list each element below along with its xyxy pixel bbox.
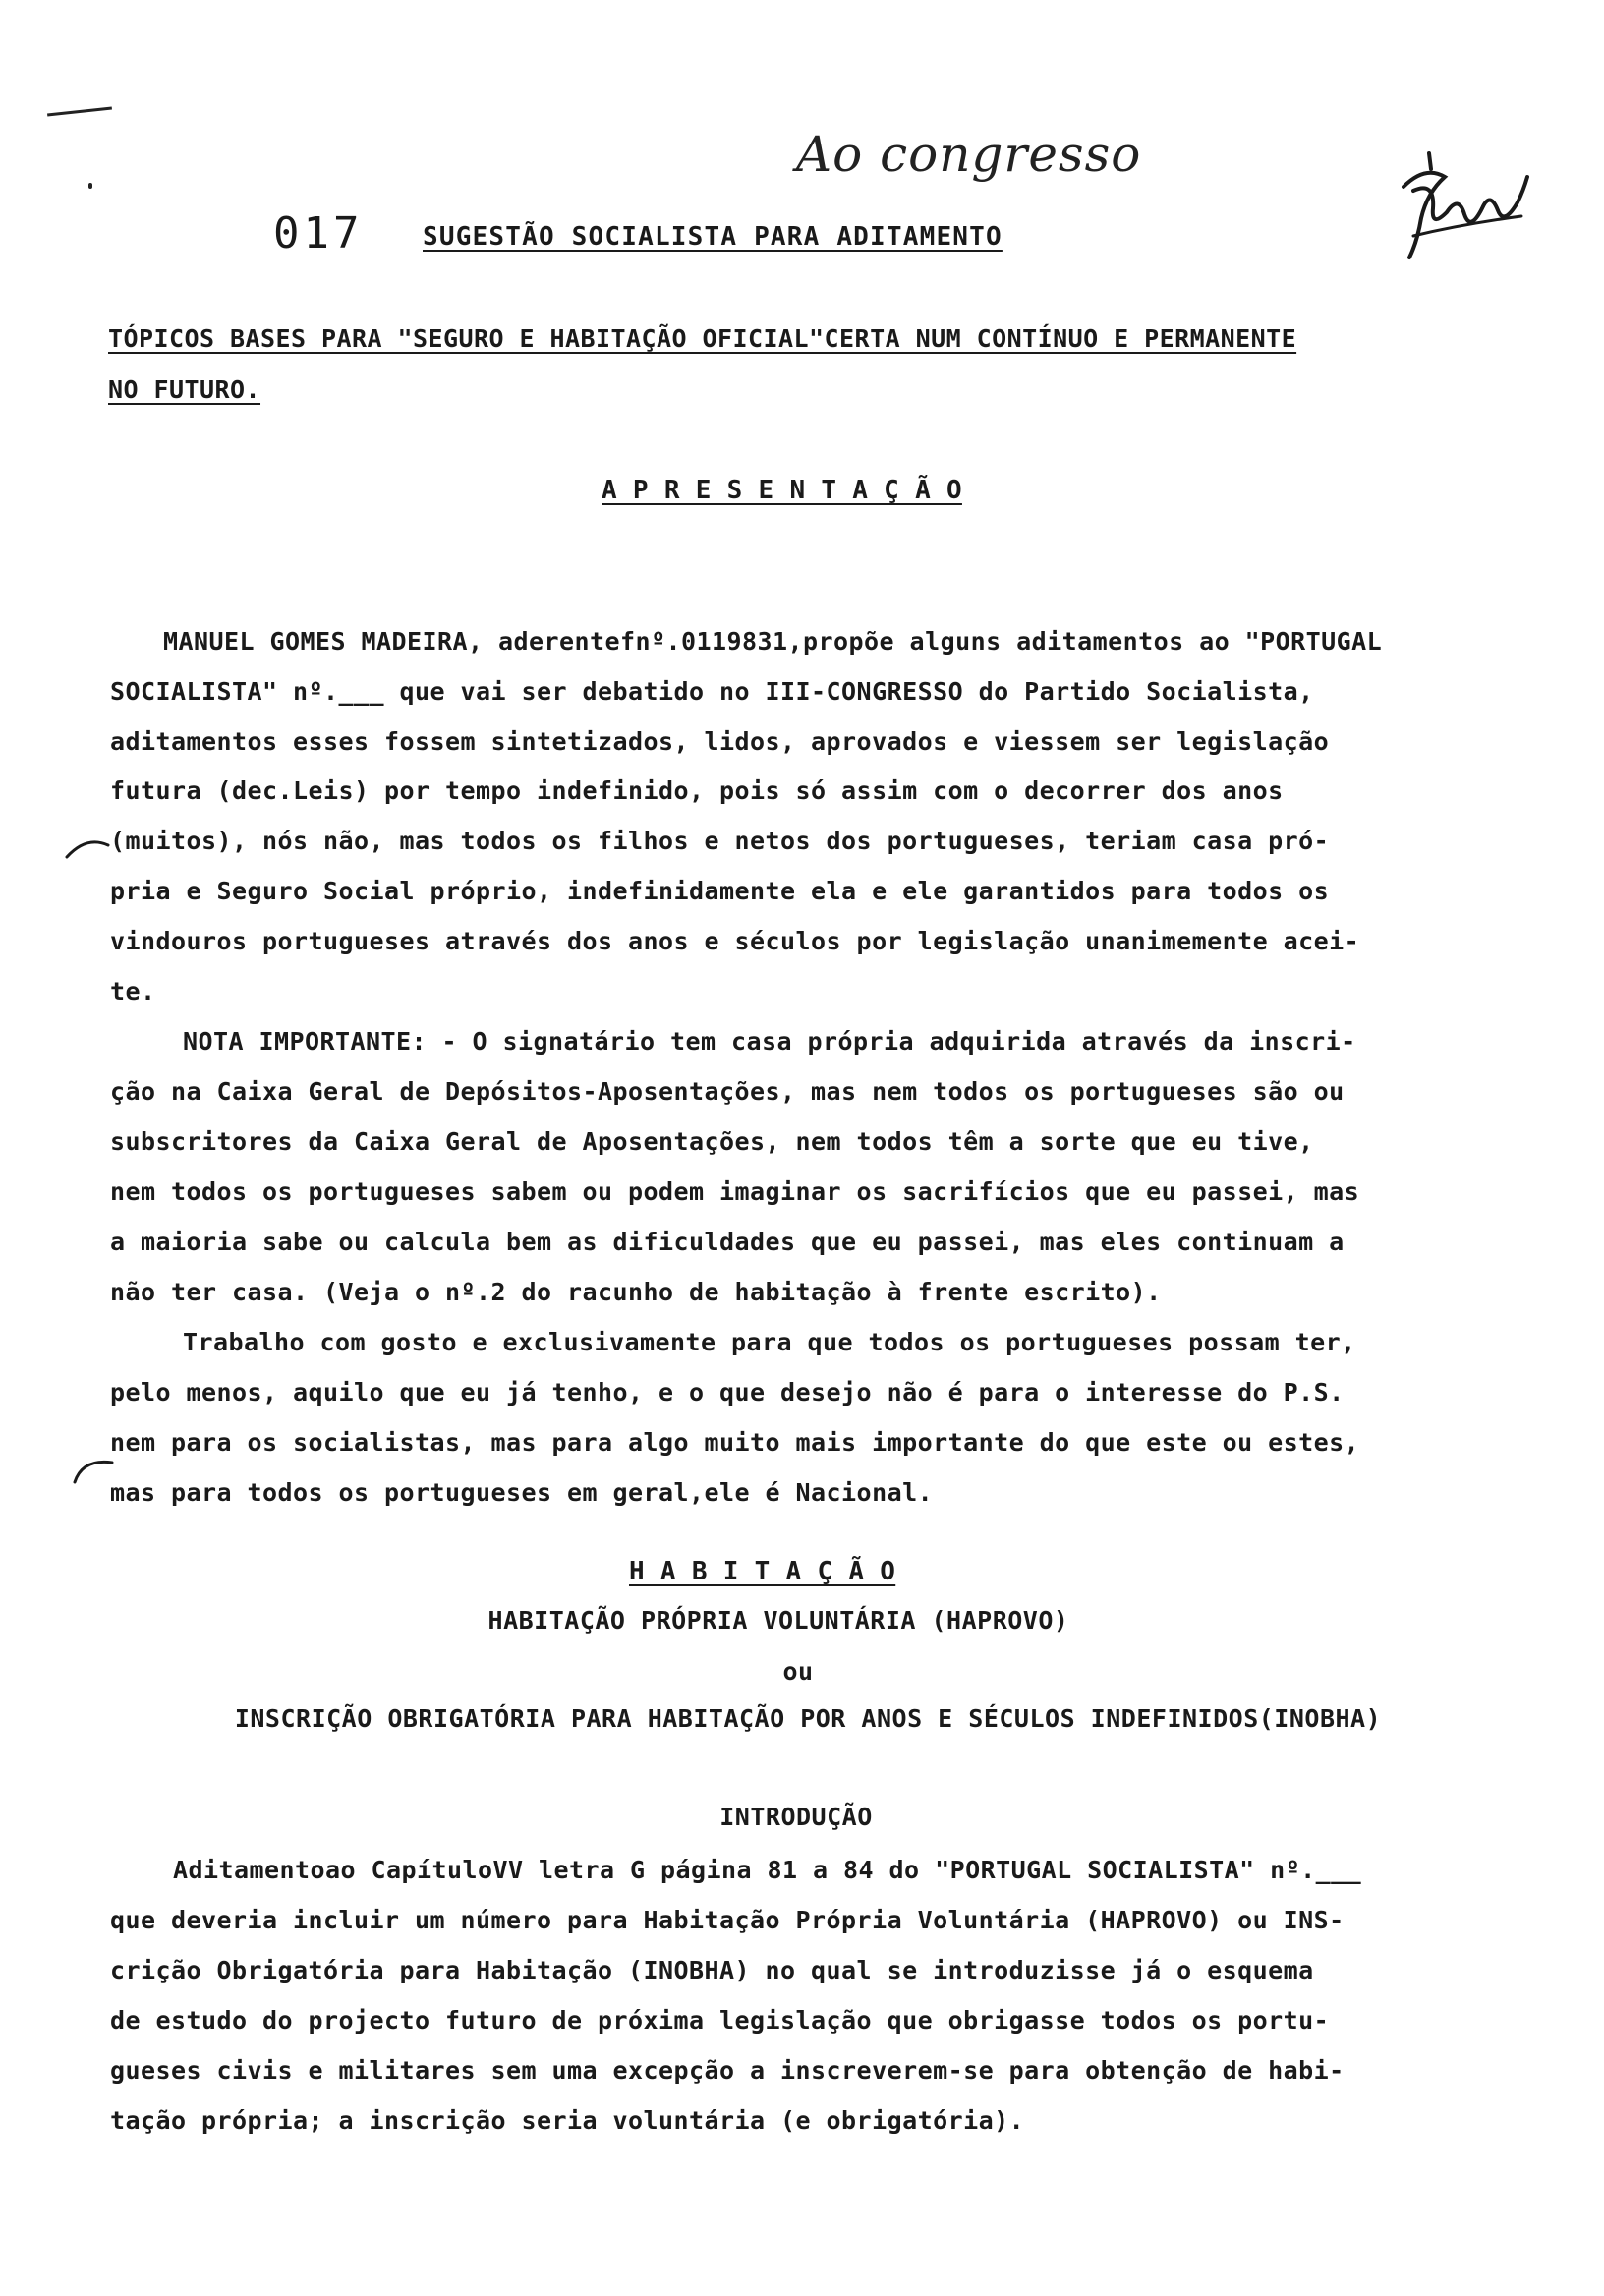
- topics-line-1: TÓPICOS BASES PARA "SEGURO E HABITAÇÃO OFICIAL"CERTA NUM CONTÍNUO E PERMANENTE: [108, 324, 1297, 353]
- paragraph-line: futura (dec.Leis) por tempo indefinido, pois só assim com o decorrer dos anos: [110, 776, 1284, 805]
- paragraph-line: SOCIALISTA" nº.___ que vai ser debatido no III-CONGRESSO do Partido Socialista,: [110, 677, 1314, 706]
- paragraph-line: vindouros portugueses através dos anos e séculos por legislação unanimemente acei-: [110, 927, 1360, 955]
- paragraph-line: tação própria; a inscrição seria voluntária (e obrigatória).: [110, 2106, 1025, 2135]
- paragraph-line: te.: [110, 977, 156, 1005]
- paragraph-line: subscritores da Caixa Geral de Aposentações, nem todos têm a sorte que eu tive,: [110, 1127, 1314, 1156]
- handwritten-note: Ao congresso: [796, 126, 1142, 183]
- pen-mark: [47, 107, 112, 117]
- paragraph-line: pelo menos, aquilo que eu já tenho, e o que desejo não é para o interesse do P.S.: [110, 1378, 1345, 1406]
- connector-ou: ou: [782, 1657, 814, 1686]
- paragraph-line: a maioria sabe ou calcula bem as dificuldades que eu passei, mas eles continuam a: [110, 1228, 1345, 1256]
- pen-mark: [88, 183, 92, 189]
- paragraph-line: gueses civis e militares sem uma excepção a inscreverem-se para obtenção de habi-: [110, 2056, 1345, 2085]
- paragraph-line: ção na Caixa Geral de Depósitos-Aposentações, mas nem todos os portugueses são ou: [110, 1077, 1345, 1106]
- paragraph-line: de estudo do projecto futuro de próxima legislação que obrigasse todos os portu-: [110, 2006, 1330, 2035]
- paragraph-line: Trabalho com gosto e exclusivamente para que todos os portugueses possam ter,: [183, 1328, 1356, 1356]
- subheading-haprovo: HABITAÇÃO PRÓPRIA VOLUNTÁRIA (HAPROVO): [487, 1606, 1069, 1635]
- margin-mark: [69, 1453, 118, 1492]
- margin-mark: [63, 833, 112, 863]
- section-heading-habitacao: H A B I T A Ç Ã O: [629, 1557, 896, 1586]
- paragraph-line: (muitos), nós não, mas todos os filhos e netos dos portugueses, teriam casa pró-: [110, 827, 1330, 855]
- signature: [1374, 147, 1551, 265]
- paragraph-line: nem todos os portugueses sabem ou podem imaginar os sacrifícios que eu passei, mas: [110, 1177, 1360, 1206]
- paragraph-line: pria e Seguro Social próprio, indefinidamente ela e ele garantidos para todos os: [110, 877, 1330, 905]
- topics-line-2: NO FUTURO.: [108, 375, 261, 404]
- paragraph-line: aditamentos esses fossem sintetizados, lidos, aprovados e viessem ser legislação: [110, 727, 1330, 756]
- paragraph-line: NOTA IMPORTANTE: - O signatário tem casa própria adquirida através da inscri-: [183, 1027, 1356, 1056]
- section-heading-introducao: INTRODUÇÃO: [719, 1803, 873, 1831]
- paragraph-line: Aditamentoao CapítuloVV letra G página 81 a 84 do "PORTUGAL SOCIALISTA" nº.___: [173, 1856, 1362, 1884]
- subheading-inobha: INSCRIÇÃO OBRIGATÓRIA PARA HABITAÇÃO POR ANOS E SÉCULOS INDEFINIDOS(INOBHA): [234, 1704, 1382, 1733]
- paragraph-line: mas para todos os portugueses em geral,ele é Nacional.: [110, 1478, 934, 1507]
- document-title: SUGESTÃO SOCIALISTA PARA ADITAMENTO: [423, 222, 1002, 252]
- paragraph-line: MANUEL GOMES MADEIRA, aderentefnº.0119831,propõe alguns aditamentos ao "PORTUGAL: [163, 627, 1383, 656]
- paragraph-line: crição Obrigatória para Habitação (INOBHA) no qual se introduzisse já o esquema: [110, 1956, 1314, 1984]
- paragraph-line: não ter casa. (Veja o nº.2 do racunho de habitação à frente escrito).: [110, 1278, 1162, 1306]
- page-number: 017: [273, 208, 364, 258]
- section-heading-apresentacao: A P R E S E N T A Ç Ã O: [602, 476, 962, 505]
- paragraph-line: que deveria incluir um número para Habitação Própria Voluntária (HAPROVO) ou INS-: [110, 1906, 1345, 1934]
- paragraph-line: nem para os socialistas, mas para algo muito mais importante do que este ou estes,: [110, 1428, 1360, 1457]
